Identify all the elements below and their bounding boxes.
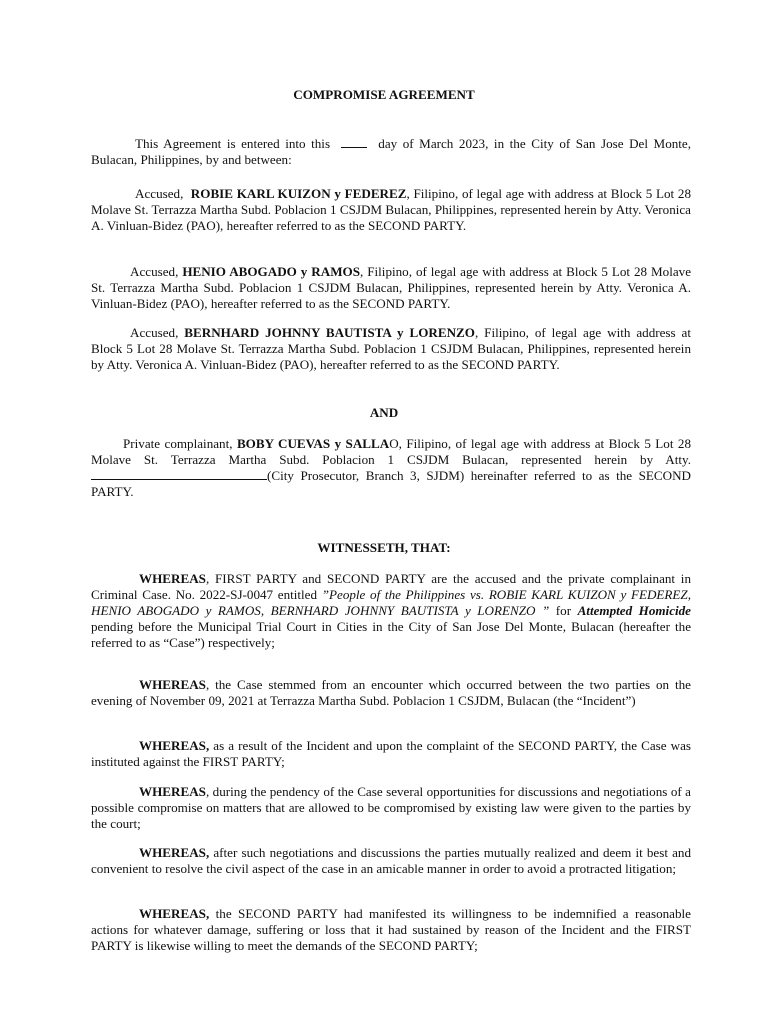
whereas-paragraph-4: WHEREAS, during the pendency of the Case several opportunities for discussions and negotiations of a possible compromise on matters that are allowed to be compromised by existing law were given to the parties by the court; (91, 784, 691, 831)
and-separator: AND (369, 405, 399, 420)
complainant-paragraph: Private complainant, BOBY CUEVAS y SALLAO, Filipino, of legal age with address at Block 5 Lot 28 Molave St. Terrazza Martha Subd. Poblacion 1 CSJDM Bulacan, represented herein by Atty. (City Prosecutor, Branch 3, SJDM) hereinafter referred to as the SECOND PARTY. (91, 436, 691, 499)
whereas-paragraph-2: WHEREAS, the Case stemmed from an encounter which occurred between the two parties on the evening of November 09, 2021 at Terrazza Martha Subd. Poblacion 1 CSJDM, Bulacan (the “Incident”) (91, 677, 691, 708)
party-paragraph-1: Accused, ROBIE KARL KUIZON y FEDEREZ, Filipino, of legal age with address at Block 5 Lot 28 Molave St. Terrazza Martha Subd. Poblacion 1 CSJDM Bulacan, Philippines, represented herein by Atty. Veronica A. Vinluan-Bidez (PAO), hereafter referred to as the SECOND PARTY. (91, 186, 692, 233)
whereas-label-1: WHEREAS (139, 571, 206, 586)
counsel-name-blank (91, 468, 267, 480)
whereas-paragraph-5: WHEREAS, after such negotiations and discussions the parties mutually realized and deem it best and convenient to resolve the civil aspect of the case in an amicable manner in order to avoid a protracted litigation; (91, 845, 691, 876)
whereas-label-6: WHEREAS (139, 906, 206, 921)
intro-text-post: day of March 2023, in the City of San Jose Del Monte, Bulacan, Philippines, by and between: (91, 136, 692, 167)
party-paragraph-2: Accused, HENIO ABOGADO y RAMOS, Filipino, of legal age with address at Block 5 Lot 28 Molave St. Terrazza Martha Subd. Poblacion 1 CSJDM Bulacan, Philippines, represented herein by Atty. Veronica A. Vinluan-Bidez (PAO), hereafter referred to as the SECOND PARTY. (91, 264, 692, 311)
intro-text-pre: This Agreement is entered into this (135, 136, 331, 151)
day-blank (341, 136, 367, 148)
whereas-paragraph-3: WHEREAS, as a result of the Incident and upon the complaint of the SECOND PARTY, the Case was instituted against the FIRST PARTY; (91, 738, 691, 769)
whereas-label-2: WHEREAS (139, 677, 206, 692)
witnesseth-heading: WITNESSETH, THAT: (317, 540, 451, 555)
party-name-3: BERNHARD JOHNNY BAUTISTA y LORENZO (184, 325, 475, 340)
offense-name: Attempted Homicide (577, 603, 691, 618)
whereas-label-4: WHEREAS (139, 784, 206, 799)
whereas-paragraph-1: WHEREAS, FIRST PARTY and SECOND PARTY are the accused and the private complainant in Criminal Case. No. 2022-SJ-0047 entitled ”People of the Philippines vs. ROBIE KARL KUIZON y FEDEREZ, HENIO ABOGADO y RAMOS, BERNHARD JOHNNY BAUTISTA y LORENZO ” for Attempted Homicide pending before the Municipal Trial Court in Cities in the City of San Jose Del Monte, Bulacan (hereafter the referred to as “Case”) respectively; (91, 571, 691, 650)
complainant-name: BOBY CUEVAS y SALLA (236, 436, 390, 451)
party-paragraph-3: Accused, BERNHARD JOHNNY BAUTISTA y LORENZO, Filipino, of legal age with address at Block 5 Lot 28 Molave St. Terrazza Martha Subd. Poblacion 1 CSJDM Bulacan, Philippines, represented herein by Atty. Veronica A. Vinluan-Bidez (PAO), hereafter referred to as the SECOND PARTY. (91, 325, 691, 372)
case-title: ”People of the Philippines vs. ROBIE KARL KUIZON y FEDEREZ, HENIO ABOGADO y RAMOS, BERNHARD JOHNNY BAUTISTA y LORENZO ” (91, 587, 691, 618)
party-name-1: ROBIE KARL KUIZON y FEDEREZ (190, 186, 407, 201)
intro-paragraph (91, 136, 691, 168)
whereas-label-5: WHEREAS (139, 845, 206, 860)
party-name-2: HENIO ABOGADO y RAMOS (182, 264, 361, 279)
document-title: COMPROMISE AGREEMENT (293, 87, 475, 102)
whereas-paragraph-6: WHEREAS, the SECOND PARTY had manifested its willingness to be indemnified a reasonable actions for whatever damage, suffering or loss that it had sustained by reason of the Incident and the FIRST PARTY is likewise willing to meet the demands of the SECOND PARTY; (91, 906, 691, 953)
whereas-label-3: WHEREAS (139, 738, 206, 753)
